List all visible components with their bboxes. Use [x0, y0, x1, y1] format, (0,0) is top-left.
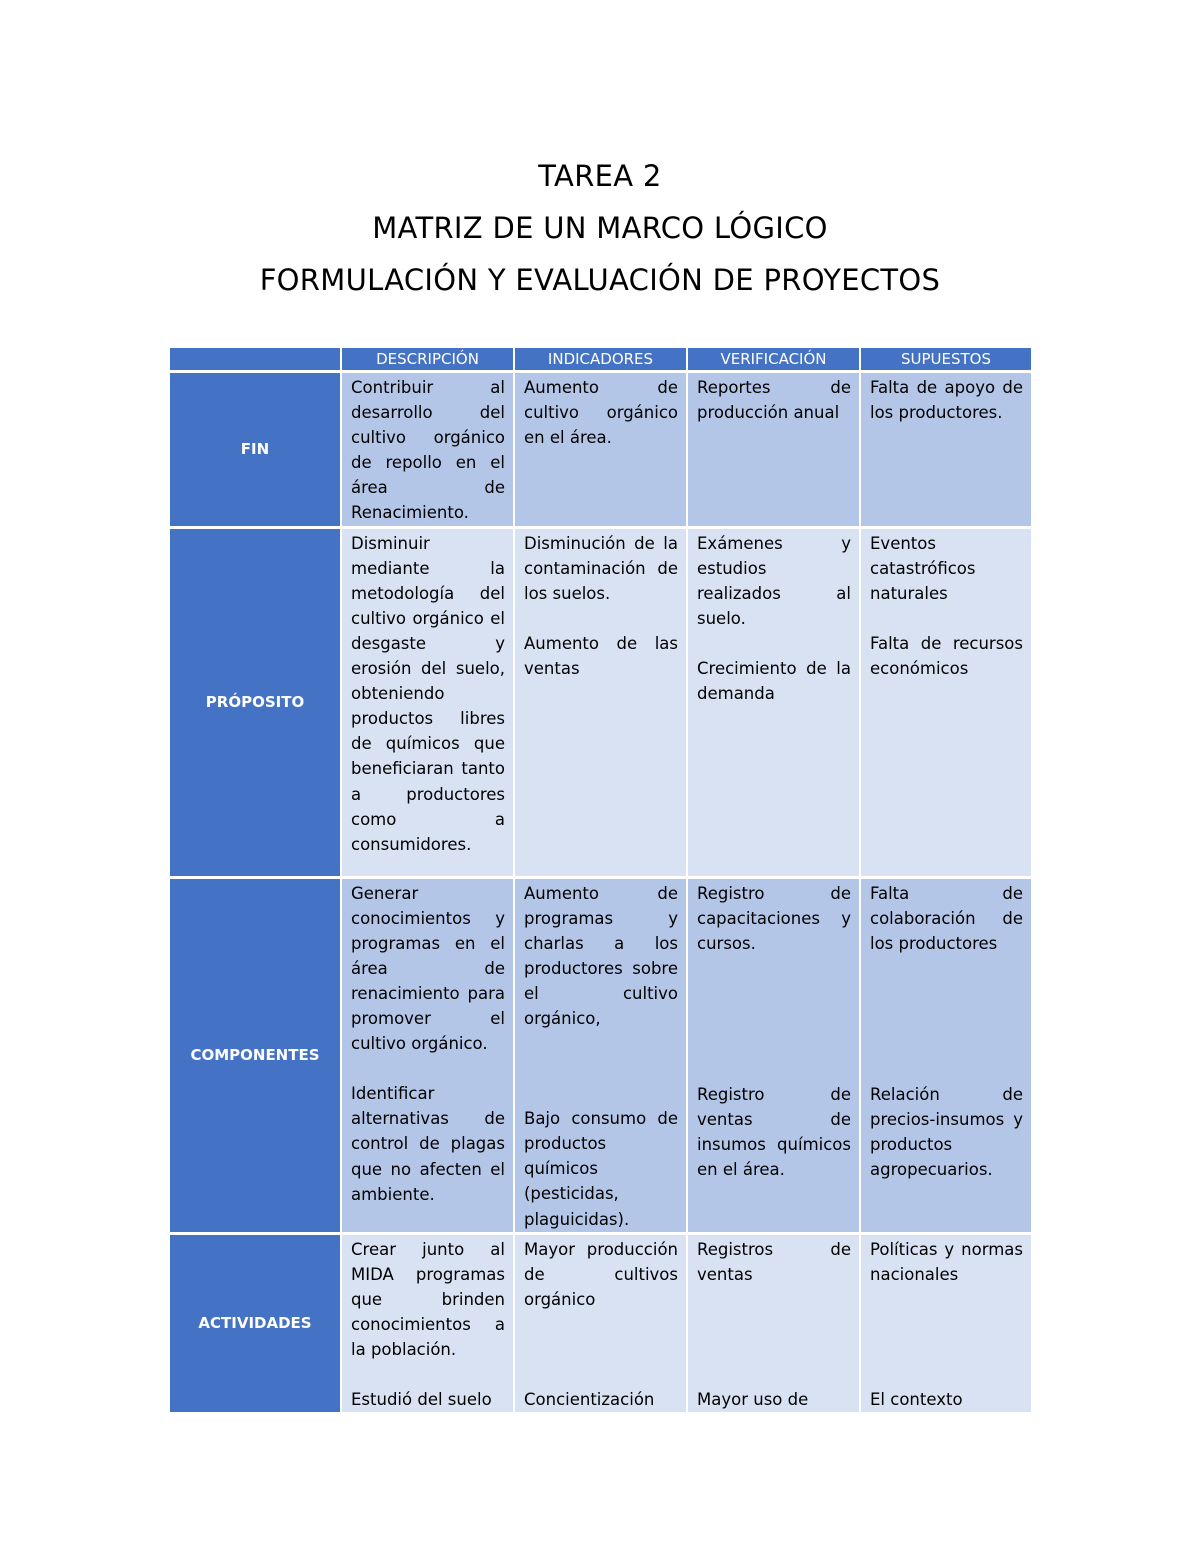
header-corner	[170, 348, 340, 373]
actividades-descripcion-text-2: Estudió del suelo	[351, 1390, 492, 1410]
proposito-descripcion	[342, 529, 513, 879]
proposito-descripcion-text: Disminuir mediante la metodología del cultivo orgánico el desgaste y erosión del suelo, obteniendo productos libres de químicos que beneficiaran tanto a productores como a consumidores.	[351, 533, 505, 854]
title-matriz: MATRIZ DE UN MARCO LÓGICO	[372, 211, 828, 245]
proposito-supuestos	[861, 529, 1031, 879]
header-row	[170, 348, 1031, 373]
document-titles	[0, 150, 1200, 306]
header-supuestos: SUPUESTOS	[861, 348, 1031, 373]
actividades-indicadores	[515, 1235, 686, 1413]
header-descripcion: DESCRIPCIÓN	[342, 348, 513, 373]
title-curso: FORMULACIÓN Y EVALUACIÓN DE PROYECTOS	[259, 263, 941, 297]
row-label-fin: FIN	[170, 373, 340, 529]
row-label-componentes: COMPONENTES	[170, 879, 340, 1235]
proposito-verificacion-text-2: Crecimiento de la demanda	[697, 658, 851, 704]
proposito-indicadores	[515, 529, 686, 879]
actividades-supuestos	[861, 1235, 1031, 1413]
fin-supuestos	[861, 373, 1031, 529]
actividades-descripcion	[342, 1235, 513, 1413]
row-label-actividades: ACTIVIDADES	[170, 1235, 340, 1413]
componentes-verificacion	[688, 879, 859, 1235]
row-fin	[170, 373, 1031, 529]
actividades-supuestos-text-2: El contexto	[870, 1389, 963, 1409]
row-label-proposito: PRÓPOSITO	[170, 529, 340, 879]
actividades-descripcion-text-1: Crear junto al MIDA programas que brinden conocimientos a la población.	[351, 1239, 505, 1359]
row-actividades	[170, 1235, 1031, 1413]
componentes-supuestos-text-2: Relación de precios-insumos y productos agropecuarios.	[870, 1084, 1023, 1180]
fin-descripcion-text: Contribuir al desarrollo del cultivo orgánico de repollo en el área de Renacimiento.	[351, 378, 505, 523]
proposito-supuestos-text-2: Falta de recursos económicos	[870, 633, 1023, 678]
actividades-indicadores-text-2: Concientización	[524, 1389, 655, 1409]
header-verificacion: VERIFICACIÓN	[688, 348, 859, 373]
componentes-descripcion-text-2: Identificar alternativas de control de plagas que no afecten el ambiente.	[351, 1084, 505, 1204]
actividades-verificacion	[688, 1235, 859, 1413]
logframe-matrix	[168, 348, 1033, 1412]
actividades-verificacion-text-1: Registros de ventas	[697, 1239, 851, 1284]
fin-descripcion	[342, 373, 513, 529]
row-proposito	[170, 529, 1031, 879]
proposito-verificacion	[688, 529, 859, 879]
componentes-indicadores-text-1: Aumento de programas y charlas a los productores sobre el cultivo orgánico,	[524, 883, 678, 1029]
row-componentes	[170, 879, 1031, 1235]
header-indicadores: INDICADORES	[515, 348, 686, 373]
componentes-supuestos-text-1: Falta de colaboración de los productores	[870, 883, 1023, 953]
fin-verificacion-text: Reportes de producción anual	[697, 378, 851, 423]
fin-indicadores	[515, 373, 686, 529]
componentes-verificacion-text-1: Registro de capacitaciones y cursos.	[697, 883, 851, 953]
componentes-descripcion	[342, 879, 513, 1235]
componentes-indicadores	[515, 879, 686, 1235]
componentes-descripcion-text-1: Generar conocimientos y programas en el área de renacimiento para promover el cultivo orgánico.	[351, 883, 505, 1054]
title-tarea: TAREA 2	[538, 159, 662, 193]
fin-supuestos-text: Falta de apoyo de los productores.	[870, 378, 1023, 423]
actividades-supuestos-text-1: Políticas y normas nacionales	[870, 1239, 1023, 1284]
fin-indicadores-text: Aumento de cultivo orgánico en el área.	[524, 378, 678, 448]
componentes-supuestos	[861, 879, 1031, 1235]
proposito-indicadores-text-2: Aumento de las ventas	[524, 633, 678, 678]
proposito-verificacion-text-1: Exámenes y estudios realizados al suelo.	[697, 533, 851, 628]
componentes-verificacion-text-2: Registro de ventas de insumos químicos en el área.	[697, 1084, 851, 1180]
componentes-indicadores-text-2: Bajo consumo de productos químicos (pesticidas, plaguicidas).	[524, 1109, 678, 1229]
fin-verificacion	[688, 373, 859, 529]
proposito-supuestos-text-1: Eventos catastróficos naturales	[870, 533, 976, 603]
actividades-verificacion-text-2: Mayor uso de	[697, 1389, 809, 1409]
proposito-indicadores-text-1: Disminución de la contaminación de los suelos.	[524, 533, 678, 603]
actividades-indicadores-text-1: Mayor producción de cultivos orgánico	[524, 1239, 678, 1309]
